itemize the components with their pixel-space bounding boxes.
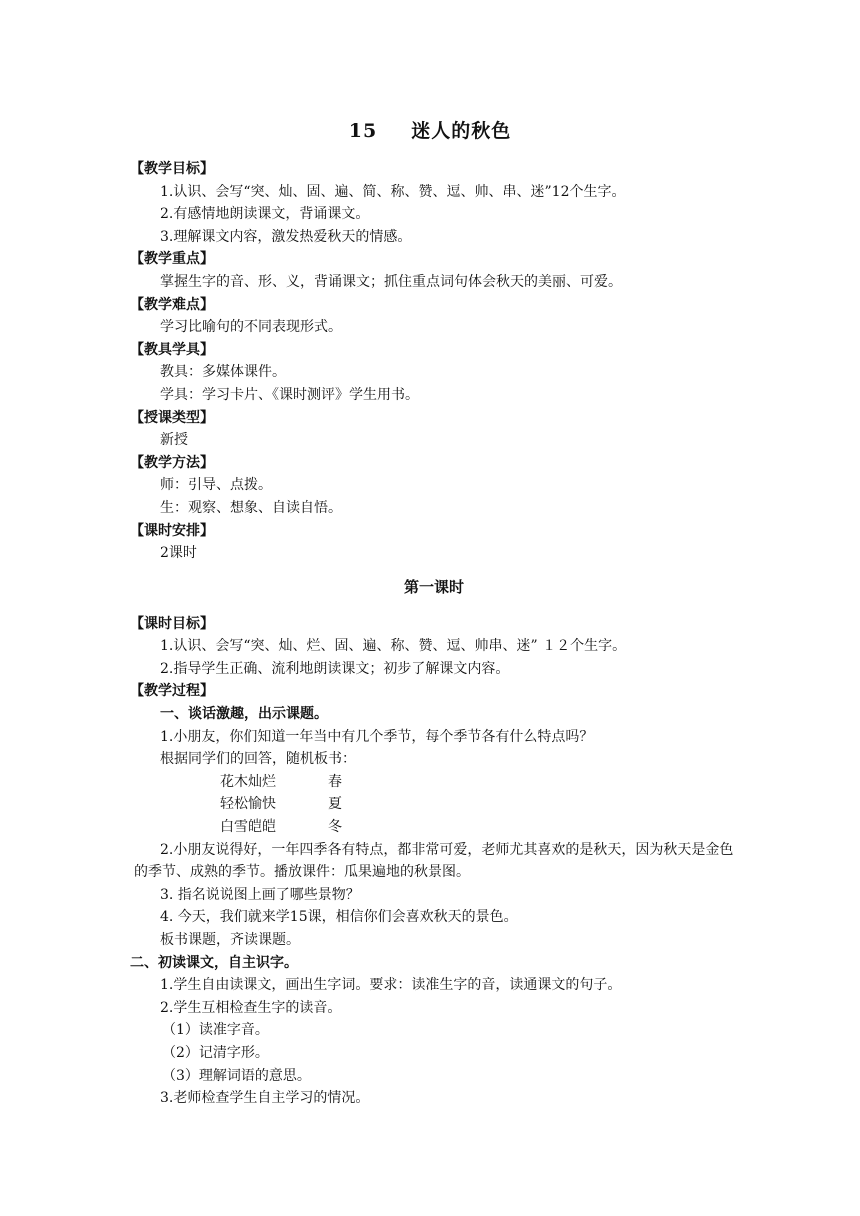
board-words: 白雪皑皑 [220, 819, 276, 836]
section-heading: 【教学重点】 [130, 251, 214, 268]
process-part-heading: 一、谈话激趣，出示课题。 [160, 706, 328, 723]
section-heading: 【教具学具】 [130, 341, 214, 358]
section-heading: 【教学过程】 [130, 683, 214, 700]
difficulty-text: 学习比喻句的不同表现形式。 [160, 319, 342, 336]
goal-item: 3.理解课文内容，激发热爱秋天的情感。 [160, 228, 412, 245]
process-paragraph: 根据同学们的回答，随机板书： [160, 751, 356, 768]
section-heading: 【教学难点】 [130, 296, 214, 313]
schedule-text: 2课时 [160, 545, 197, 562]
tools-item: 教具：多媒体课件。 [160, 364, 286, 381]
board-words: 轻松愉快 [220, 796, 276, 813]
lesson-number: 15 [348, 120, 378, 142]
process-paragraph: 3. 指名说说图上画了哪些景物？ [160, 886, 360, 903]
board-season: 春 [328, 773, 342, 790]
board-pair [134, 816, 734, 839]
board-words: 花木灿烂 [220, 773, 276, 790]
sub-item: （2）记清字形。 [162, 1044, 269, 1061]
lesson-heading: 第一课时 [403, 577, 464, 596]
method-item: 师：引导、点拨。 [160, 477, 272, 494]
process-paragraph: 1.小朋友，你们知道一年当中有几个季节，每个季节各有什么特点吗？ [160, 728, 594, 745]
process-paragraph: 板书课题，齐读课题。 [160, 932, 300, 948]
board-pair [134, 793, 734, 816]
section-heading: 【教学方法】 [130, 454, 214, 471]
board-pair [134, 771, 734, 794]
sub-item: （1）读准字音。 [162, 1022, 269, 1039]
method-item: 生：观察、想象、自读自悟。 [160, 499, 342, 516]
section-heading: 【教学目标】 [130, 161, 214, 177]
sub-item: （3）理解词语的意思。 [162, 1067, 311, 1084]
section-heading: 【课时目标】 [130, 615, 214, 632]
section-heading: 【授课类型】 [130, 409, 214, 426]
lesson-goal-item: 2.指导学生正确、流利地朗读课文；初步了解课文内容。 [160, 660, 510, 677]
tools-item: 学具：学习卡片、《课时测评》学生用书。 [160, 386, 419, 403]
process-paragraph: 1.学生自由读课文，画出生字词。要求：读准生字的音，读通课文的句子。 [160, 977, 622, 994]
section-heading: 【课时安排】 [130, 522, 214, 539]
process-paragraph: 2.学生互相检查生字的读音。 [160, 999, 342, 1016]
goal-item: 2.有感情地朗读课文，背诵课文。 [160, 206, 370, 223]
process-paragraph: 3.老师检查学生自主学习的情况。 [160, 1090, 370, 1107]
focus-text: 掌握生字的音、形、义，背诵课文；抓住重点词句体会秋天的美丽、可爱。 [160, 273, 622, 290]
goal-item: 1.认识、会写“突、灿、固、遍、简、称、赞、逗、帅、串、迷”12个生字。 [160, 183, 626, 200]
page-title [0, 116, 860, 143]
board-season: 冬 [328, 819, 342, 836]
process-paragraph: 2.小朋友说得好，一年四季各有特点，都非常可爱，老师尤其喜欢的是秋天，因为秋天是金色的季节、成熟的季节。播放课件：瓜果遍地的秋景图。 [134, 841, 734, 881]
board-season: 夏 [328, 796, 342, 813]
lesson-goal-item: 1.认识、会写“突、灿、烂、固、遍、称、赞、逗、帅串、迷” １２个生字。 [160, 638, 627, 655]
process-paragraph: 4. 今天，我们就来学15课，相信你们会喜欢秋天的景色。 [160, 909, 518, 926]
lesson-title: 迷人的秋色 [411, 120, 512, 142]
type-text: 新授 [160, 432, 188, 449]
process-part-heading: 二、初读课文，自主识字。 [130, 954, 298, 971]
document-body [130, 158, 734, 1110]
